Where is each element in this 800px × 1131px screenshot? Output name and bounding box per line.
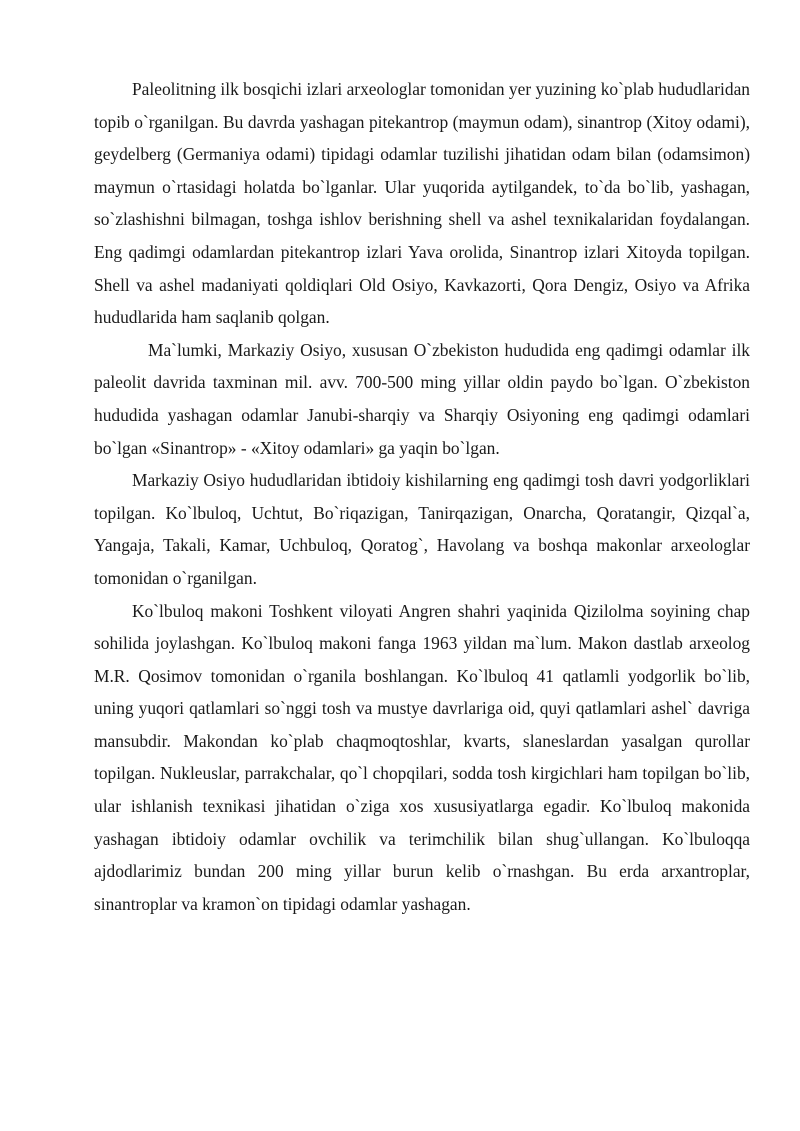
paragraph-paleolithic-early-stage: Paleolitning ilk bosqichi izlari arxeologlar tomonidan yer yuzining ko`plab hududlaridan topib o`rganilgan. Bu davrda yashagan pitekantrop (maymun odam), sinantrop (Xitoy odami), geydelberg (Germaniya odami) tipidagi odamlar tuzilishi jihatidan odam bilan (odamsimon) maymun o`rtasidagi holatda bo`lganlar. Ular yuqorida aytilgandek, to`da bo`lib, yashagan, so`zlashishni bilmagan, toshga ishlov berishning shell va ashel texnikalaridan foydalangan. Eng qadimgi odamlardan pitekantrop izlari Yava orolida, Sinantrop izlari Xitoyda topilgan. Shell va ashel madaniyati qoldiqlari Old Osiyo, Kavkazorti, Qora Dengiz, Osiyo va Afrika hududlarida ham saqlanib qolgan. (94, 79, 750, 328)
paragraph-stone-age-sites: Markaziy Osiyo hududlaridan ibtidoiy kishilarning eng qadimgi tosh davri yodgorliklari topilgan. Ko`lbuloq, Uchtut, Bo`riqazigan, Tanirqazigan, Onarcha, Qoratangir, Qizqal`a, Yangaja, Takali, Kamar, Uchbuloq, Qoratog`, Havolang va boshqa makonlar arxeologlar tomonidan o`rganilgan. (94, 470, 750, 588)
paragraph-kolbuloq-site: Ko`lbuloq makoni Toshkent viloyati Angren shahri yaqinida Qizilolma soyining chap sohilida joylashgan. Ko`lbuloq makoni fanga 1963 yildan ma`lum. Makon dastlab arxeolog M.R. Qosimov tomonidan o`rganila boshlangan. Ko`lbuloq 41 qatlamli yodgorlik bo`lib, uning yuqori qatlamlari so`nggi tosh va mustye davrlariga oid, quyi qatlamlari ashel` davriga mansubdir. Makondan ko`plab chaqmoqtoshlar, kvarts, slaneslardan yasalgan qurollar topilgan. Nukleuslar, parrakchalar, qo`l chopqilari, sodda tosh kirgichlari ham topilgan bo`lib, ular ishlanish texnikasi jihatidan o`ziga xos xususiyatlarga egadir. Ko`lbuloq makonida yashagan ibtidoiy odamlar ovchilik va terimchilik bilan shug`ullangan. Ko`lbuloqqa ajdodlarimiz bundan 200 ming yillar burun kelib o`rnashgan. Bu erda arxantroplar, sinantroplar va kramon`on tipidagi odamlar yashagan. (94, 600, 750, 914)
paragraph-central-asia-first-humans: Ma`lumki, Markaziy Osiyo, xususan O`zbekiston hududida eng qadimgi odamlar ilk paleolit davrida taxminan mil. avv. 700-500 ming yillar oldin paydo bo`lgan. O`zbekiston hududida yashagan odamlar Janubi-sharqiy va Sharqiy Osiyoning eng qadimgi odamlari bo`lgan «Sinantrop» - «Xitoy odamlari» ga yaqin bo`lgan. (94, 339, 750, 458)
document-page (94, 73, 750, 920)
